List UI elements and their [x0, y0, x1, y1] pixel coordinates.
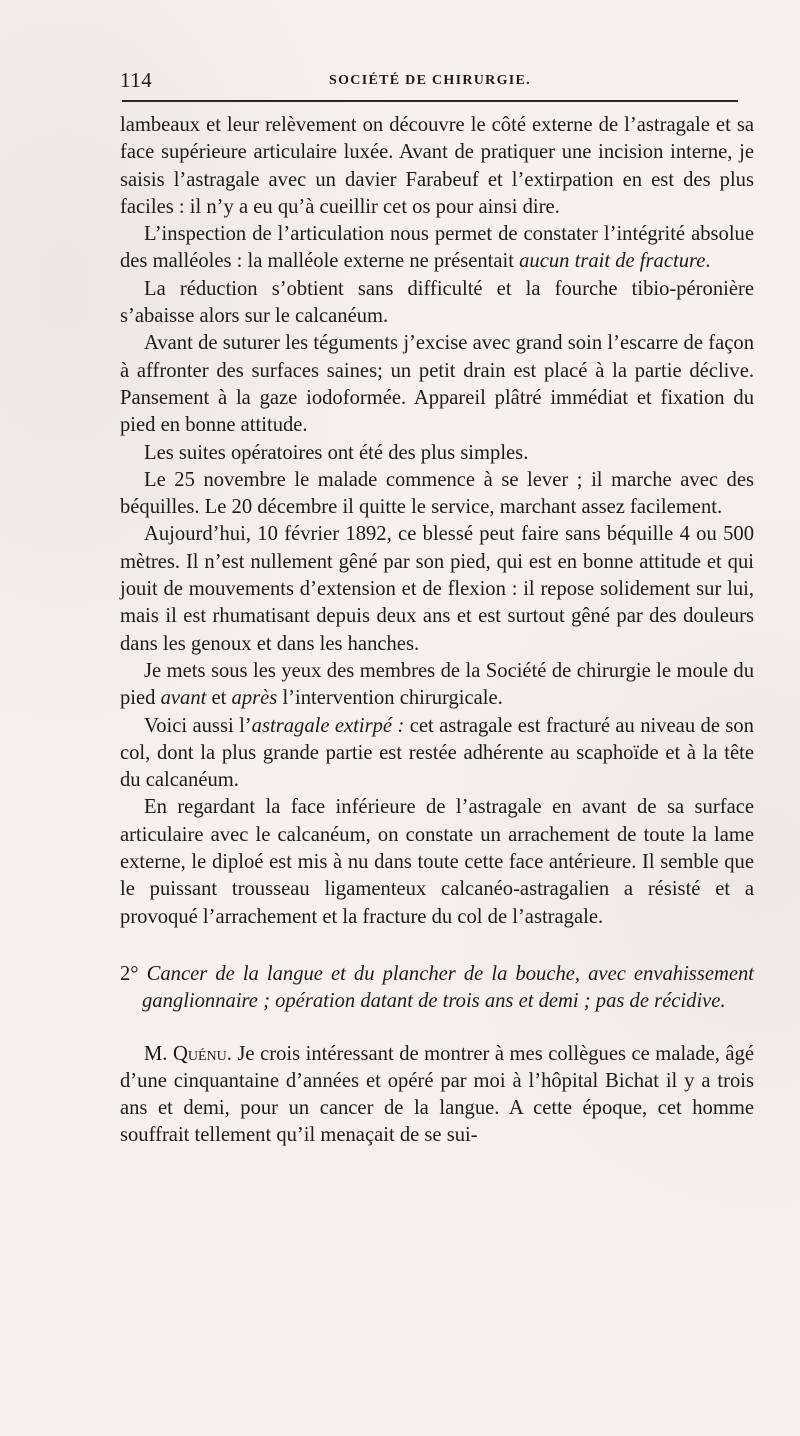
section-heading: [120, 961, 754, 1016]
italic-segment: aucun trait de fracture: [519, 250, 706, 273]
text-segment: Je mets sous les yeux des membres de la Société de chirurgie le moule du pied: [120, 659, 754, 710]
running-title: SOCIÉTÉ DE CHIRURGIE.: [329, 73, 531, 88]
page-body: [120, 112, 754, 1150]
text-segment: cet astragale est fracturé au niveau de son col, dont la plus grande partie est restée adhérente au scaphoïde et à la tête du calcanéum.: [120, 714, 754, 792]
text-segment: .: [705, 250, 711, 273]
paragraph-reduction: La réduction s’obtient sans difficulté et la fourche tibio-péronière s’abaisse alors sur le calcanéum.: [120, 277, 754, 328]
italic-segment: astragale extirpé :: [251, 714, 405, 737]
paragraph-face-inferieure: En regardant la face inférieure de l’astragale en avant de sa surface articulaire avec le calcanéum, on constate un arrachement de toute la lame externe, le diploé est mis à nu dans toute cette face antérieure. Il semble que le puissant trousseau ligamenteux calcanéo-astragalien a résisté et a provoqué l’arrachement et la fracture du col de l’astragale.: [120, 796, 754, 928]
header-rule: [122, 100, 738, 102]
section-number: 2°: [120, 962, 139, 985]
paragraph-suites: Les suites opératoires ont été des plus simples.: [144, 441, 529, 464]
page-header: [120, 66, 740, 96]
text-segment: et: [206, 687, 232, 710]
italic-segment: après: [231, 687, 278, 710]
paragraph-today: Aujourd’hui, 10 février 1892, ce blessé peut faire sans béquille 4 ou 500 mètres. Il n’est nullement gêné par son pied, qui est en bonne attitude et qui jouit de mouvements d’extension et de flexion : il repose solidement sur lui, mais il est rhumatisant depuis deux ans et est surtout gêné par des douleurs dans les genoux et dans les hanches.: [120, 523, 754, 655]
text-segment: l’intervention chirurgicale.: [277, 687, 503, 710]
paragraph-continuation: lambeaux et leur relèvement on découvre le côté externe de l’astragale et sa face supérieure articulaire luxée. Avant de pratiquer une incision interne, je saisis l’astragale avec un davier Farabeuf et l’extirpation en est des plus faciles : il n’y a eu qu’à cueillir cet os pour ainsi dire.: [120, 114, 754, 218]
section-title-text: Cancer de la langue et du plancher de la bouche, avec envahissement ganglionnaire ; opération datant de trois ans et demi ; pas de récidive.: [142, 962, 755, 1013]
text-segment: Je crois intéressant de montrer à mes collègues ce malade, âgé d’une cinquantaine d’années et opéré par moi à l’hôpital Bichat il y a trois ans et demi, pour un cancer de la langue. A cette époque, cet homme souffrait tellement qu’il menaçait de se sui-: [120, 1042, 755, 1147]
page-number: 114: [120, 68, 153, 92]
text-segment: L’inspection de l’articulation nous permet de constater l’intégrité absolue des malléoles : la malléole externe ne présentait: [120, 223, 754, 273]
italic-segment: avant: [160, 687, 207, 710]
paragraph-quenu: [120, 1041, 754, 1150]
paragraph-astragale: [120, 713, 754, 795]
paragraph-suture: Avant de suturer les téguments j’excise avec grand soin l’escarre de façon à affronter des surfaces saines; un petit drain est placé à la partie déclive. Pansement à la gaze iodoformée. Appareil plâtré immédiat et fixation du pied en bonne attitude.: [120, 332, 754, 437]
paragraph-november: Le 25 novembre le malade commence à se lever ; il marche avec des béquilles. Le 20 décembre il quitte le service, marchant assez facilement.: [120, 468, 754, 519]
paragraph-inspection: [120, 221, 754, 276]
paragraph-moule: [120, 658, 754, 713]
text-segment: Voici aussi l’: [144, 714, 252, 737]
speaker-name: M. Quénu.: [144, 1042, 232, 1065]
